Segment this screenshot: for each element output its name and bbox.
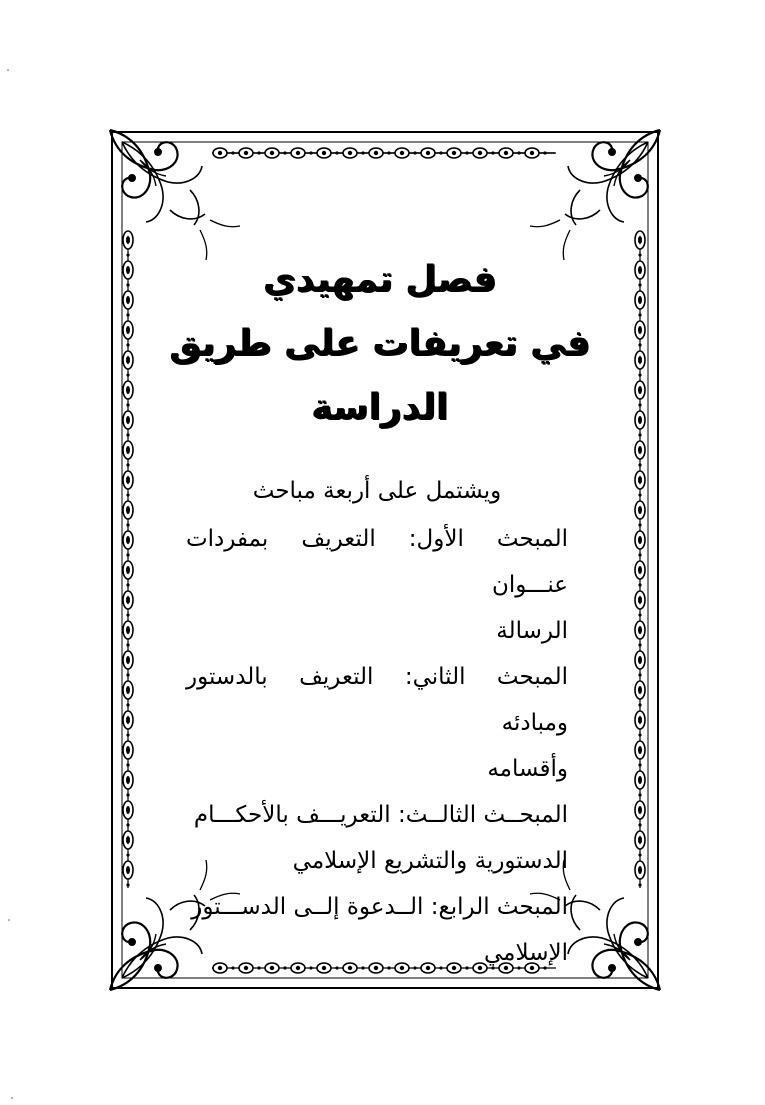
title-line-2: في تعريفات على طريق <box>169 323 591 364</box>
section-4-line-2: الإسلامي <box>484 940 568 966</box>
chapter-contents <box>186 468 568 976</box>
section-1-line-2: الرسالة <box>496 618 568 644</box>
section-3-line-1: المبحــث الثالــث: التعريـــف بالأحكـــام <box>193 802 568 828</box>
section-2-line-2: وأقسامه <box>487 756 568 782</box>
section-1-line-1: المبحث الأول: التعريف بمفردات عنـــوان <box>186 526 568 598</box>
section-4-line-1: المبحث الرابع: الــدعوة إلــى الدســـتور <box>191 894 568 920</box>
section-2-line-1: المبحث الثاني: التعريف بالدستور ومبادئه <box>186 664 568 736</box>
chapter-title <box>150 248 610 440</box>
title-line-3: الدراسة <box>311 387 449 428</box>
title-line-1: فصل تمهيدي <box>263 259 497 300</box>
section-3-line-2: الدستورية والتشريع الإسلامي <box>292 848 568 874</box>
contents-intro: ويشتمل على أربعة مباحث <box>252 478 502 504</box>
